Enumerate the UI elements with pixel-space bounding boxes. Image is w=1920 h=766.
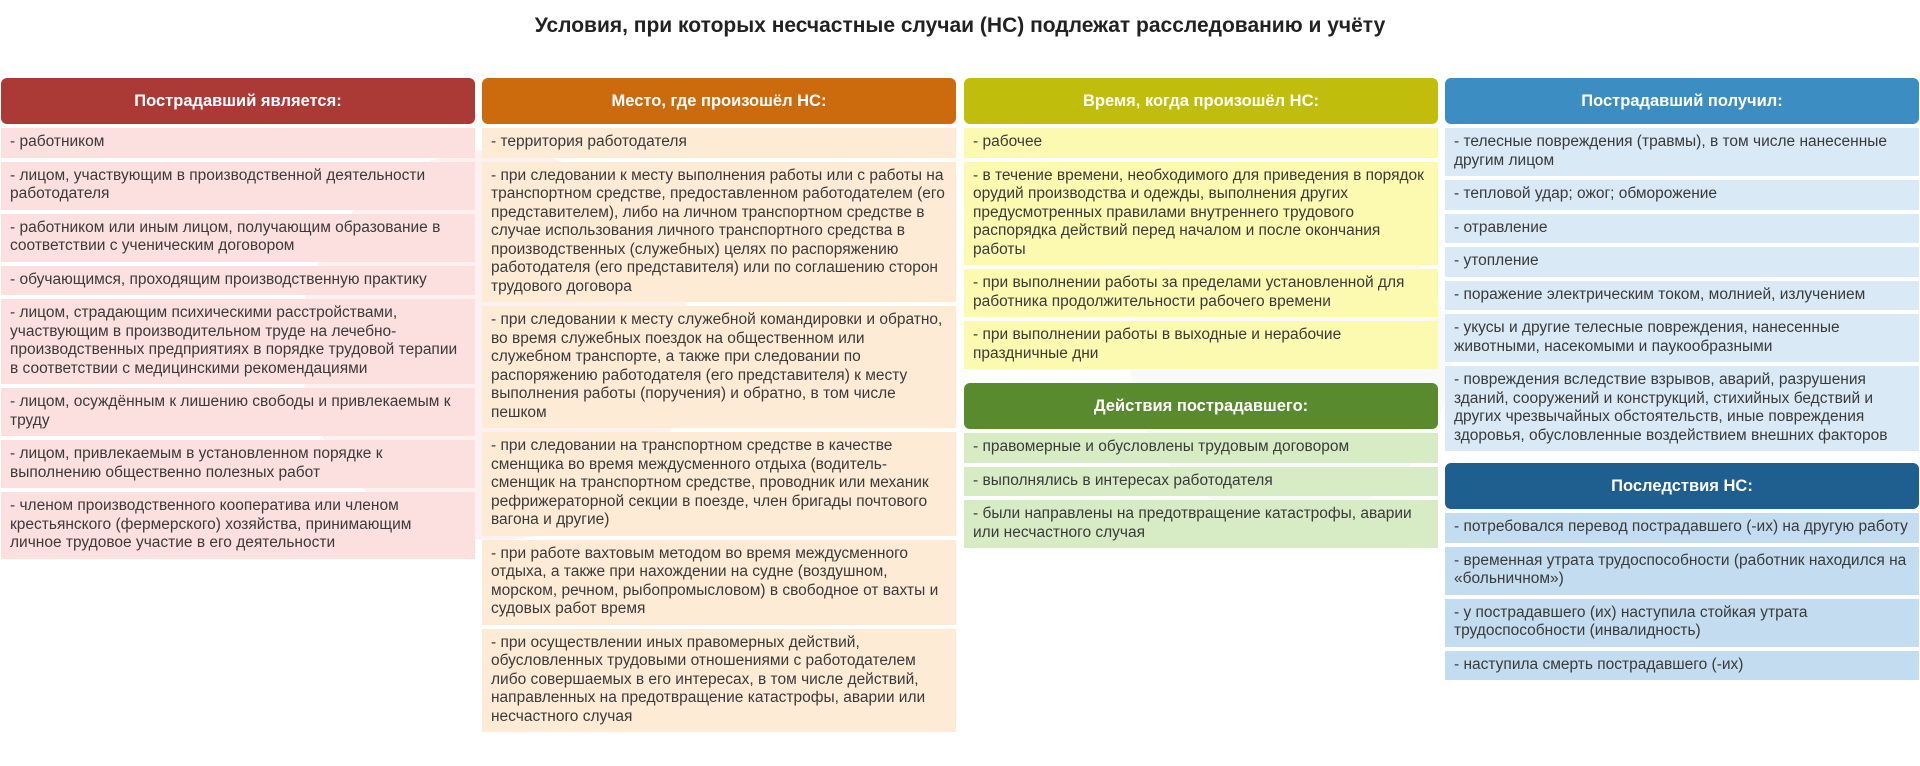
list-item: - при осуществлении иных правомерных действий, обусловленных трудовыми отношениями с работодателем либо совершаемых в его интересах, в том числе действий, направленных на предотвращение катастрофы, аварии или несчастного случая bbox=[482, 629, 956, 733]
list-item: - телесные повреждения (травмы), в том числе нанесенные другим лицом bbox=[1445, 128, 1919, 176]
list-item: - при работе вахтовым методом во время междусменного отдыха, а также при нахождении на судне (воздушном, морском, речном, рыбопромысловом) в свободное от вахты и судовых работ время bbox=[482, 540, 956, 625]
list-item: - при выполнении работы в выходные и нерабочие праздничные дни bbox=[964, 321, 1438, 369]
page-title: Условия, при которых несчастные случаи (НС) подлежат расследованию и учёту bbox=[534, 14, 1386, 37]
list-item: - обучающимся, проходящим производственную практику bbox=[1, 266, 475, 296]
list-item: - при следовании к месту служебной командировки и обратно, во время служебных поездок на общественном или служебном транспорте, а также при следовании по распоряжению работодателя (его представителя) к месту выполнения работы (поручения) и обратно, в том числе пешком bbox=[482, 306, 956, 428]
list-item: - были направлены на предотвращение катастрофы, аварии или несчастного случая bbox=[964, 500, 1438, 548]
column-header-consequences: Последствия НС: bbox=[1445, 463, 1919, 509]
column-header-actions: Действия пострадавшего: bbox=[964, 383, 1438, 429]
list-item: - выполнялись в интересах работодателя bbox=[964, 467, 1438, 497]
list-item: - при следовании к месту выполнения работы или с работы на транспортном средстве, предоставленном работодателем (его представителем), либо на личном транспортном средстве в случае использования личного транспортного средства в производственных (служебных) целях по распоряжению работодателя (его представителя) или по соглашению сторон трудового договора bbox=[482, 162, 956, 303]
list-item: - укусы и другие телесные повреждения, нанесенные животными, насекомыми и паукообразными bbox=[1445, 314, 1919, 362]
list-item: - тепловой удар; ожог; обморожение bbox=[1445, 180, 1919, 210]
column-header-victim-is: Пострадавший является: bbox=[1, 78, 475, 124]
column-header-received: Пострадавший получил: bbox=[1445, 78, 1919, 124]
list-item: - повреждения вследствие взрывов, аварий, разрушения зданий, сооружений и конструкций, стихийных бедствий и других чрезвычайных обстоятельств, иные повреждения здоровья, обусловленные воздействием внешних факторов bbox=[1445, 366, 1919, 451]
list-item: - лицом, страдающим психическими расстройствами, участвующим в производительном труде на лечебно-производственных предприятиях в порядке трудовой терапии в соответствии с медицинскими рекомендациями bbox=[1, 299, 475, 384]
list-item: - работником bbox=[1, 128, 475, 158]
list-item: - утопление bbox=[1445, 247, 1919, 277]
column-victim-is bbox=[1, 78, 475, 563]
list-item: - в течение времени, необходимого для приведения в порядок орудий производства и одежды, выполнения других предусмотренных правилами внутреннего трудового распорядка действий перед началом и после окончания работы bbox=[964, 162, 1438, 266]
list-item: - территория работодателя bbox=[482, 128, 956, 158]
list-item: - наступила смерть пострадавшего (-их) bbox=[1445, 651, 1919, 681]
list-item: - работником или иным лицом, получающим образование в соответствии с ученическим договором bbox=[1, 214, 475, 262]
column-received bbox=[1445, 78, 1919, 684]
list-item: - лицом, привлекаемым в установленном порядке к выполнению общественно полезных работ bbox=[1, 440, 475, 488]
list-item: - временная утрата трудоспособности (работник находился на «больничном») bbox=[1445, 547, 1919, 595]
list-item: - у пострадавшего (их) наступила стойкая утрата трудоспособности (инвалидность) bbox=[1445, 599, 1919, 647]
column-time bbox=[964, 78, 1438, 552]
list-item: - поражение электрическим током, молнией, излучением bbox=[1445, 281, 1919, 311]
list-item: - членом производственного кооператива или членом крестьянского (фермерского) хозяйства, принимающим личное трудовое участие в его деятельности bbox=[1, 492, 475, 559]
list-item: - потребовался перевод пострадавшего (-их) на другую работу bbox=[1445, 513, 1919, 543]
list-item: - при выполнении работы за пределами установленной для работника продолжительности рабочего времени bbox=[964, 269, 1438, 317]
list-item: - отравление bbox=[1445, 214, 1919, 244]
list-item: - лицом, участвующим в производственной деятельности работодателя bbox=[1, 162, 475, 210]
column-header-place: Место, где произошёл НС: bbox=[482, 78, 956, 124]
list-item: - рабочее bbox=[964, 128, 1438, 158]
list-item: - правомерные и обусловлены трудовым договором bbox=[964, 433, 1438, 463]
column-header-time: Время, когда произошёл НС: bbox=[964, 78, 1438, 124]
column-place bbox=[482, 78, 956, 736]
list-item: - при следовании на транспортном средстве в качестве сменщика во время междусменного отдыха (водитель-сменщик на транспортном средстве, проводник или механик рефрижераторной секции в поезде, член бригады почтового вагона и другие) bbox=[482, 432, 956, 536]
list-item: - лицом, осуждённым к лишению свободы и привлекаемым к труду bbox=[1, 388, 475, 436]
